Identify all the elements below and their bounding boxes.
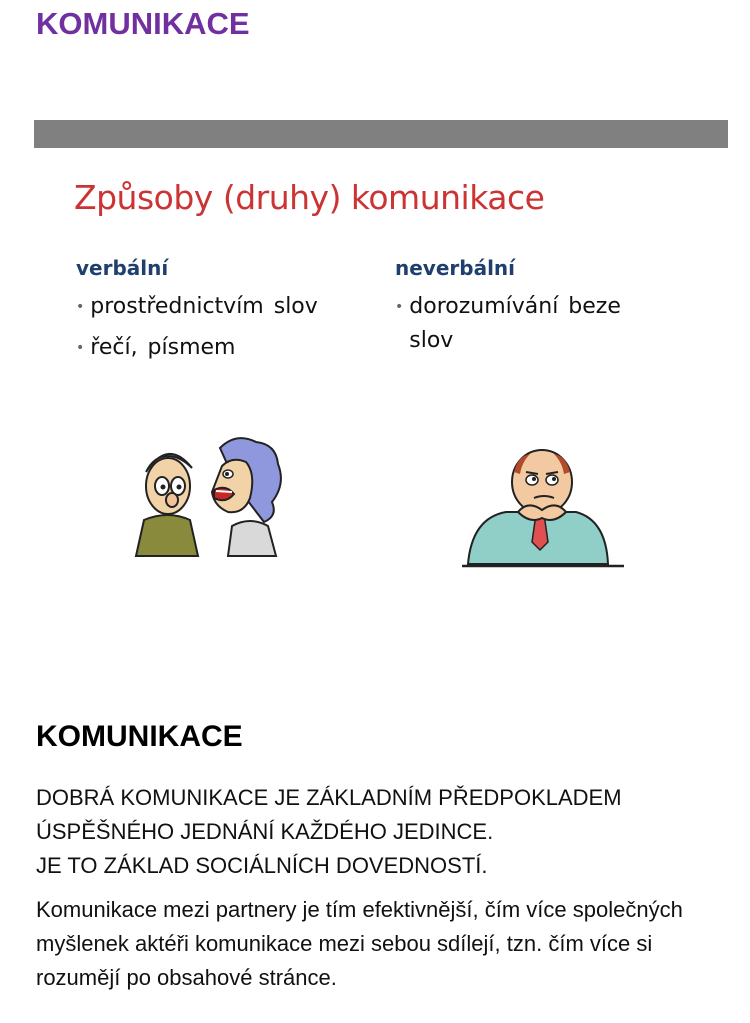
- nonverbal-heading: neverbální: [395, 256, 516, 280]
- verbal-heading: verbální: [76, 256, 169, 280]
- bullet-icon: •: [76, 299, 85, 315]
- paragraph-line: JE TO ZÁKLAD SOCIÁLNÍCH DOVEDNOSTÍ.: [36, 853, 488, 878]
- bullet-icon: •: [395, 299, 404, 315]
- verbal-bullet: • prostřednictvím slov: [76, 290, 318, 324]
- verbal-bullet: • řečí, písmem: [76, 331, 236, 365]
- thinking-man-illustration: [458, 446, 628, 570]
- paragraph-line: DOBRÁ KOMUNIKACE JE ZÁKLADNÍM PŘEDPOKLADEM: [36, 785, 622, 810]
- nonverbal-bullet: • dorozumívání beze slov: [395, 290, 655, 358]
- paragraph-line: ÚSPĚŠNÉHO JEDNÁNÍ KAŽDÉHO JEDINCE.: [36, 819, 494, 844]
- paragraph-body: Komunikace mezi partnery je tím efektivnější, čím více společných myšlenek aktéři komunikace mezi sebou sdílejí, tzn. čím více si rozumějí po obsahové stránce.: [36, 897, 683, 990]
- page-title: KOMUNIKACE: [36, 6, 250, 41]
- bullet-icon: •: [76, 340, 85, 356]
- slide-header-bar: [34, 120, 728, 148]
- slide-title: Způsoby (druhy) komunikace: [74, 178, 545, 217]
- section-heading: KOMUNIKACE: [36, 720, 243, 753]
- two-people-talking-illustration: [128, 428, 288, 558]
